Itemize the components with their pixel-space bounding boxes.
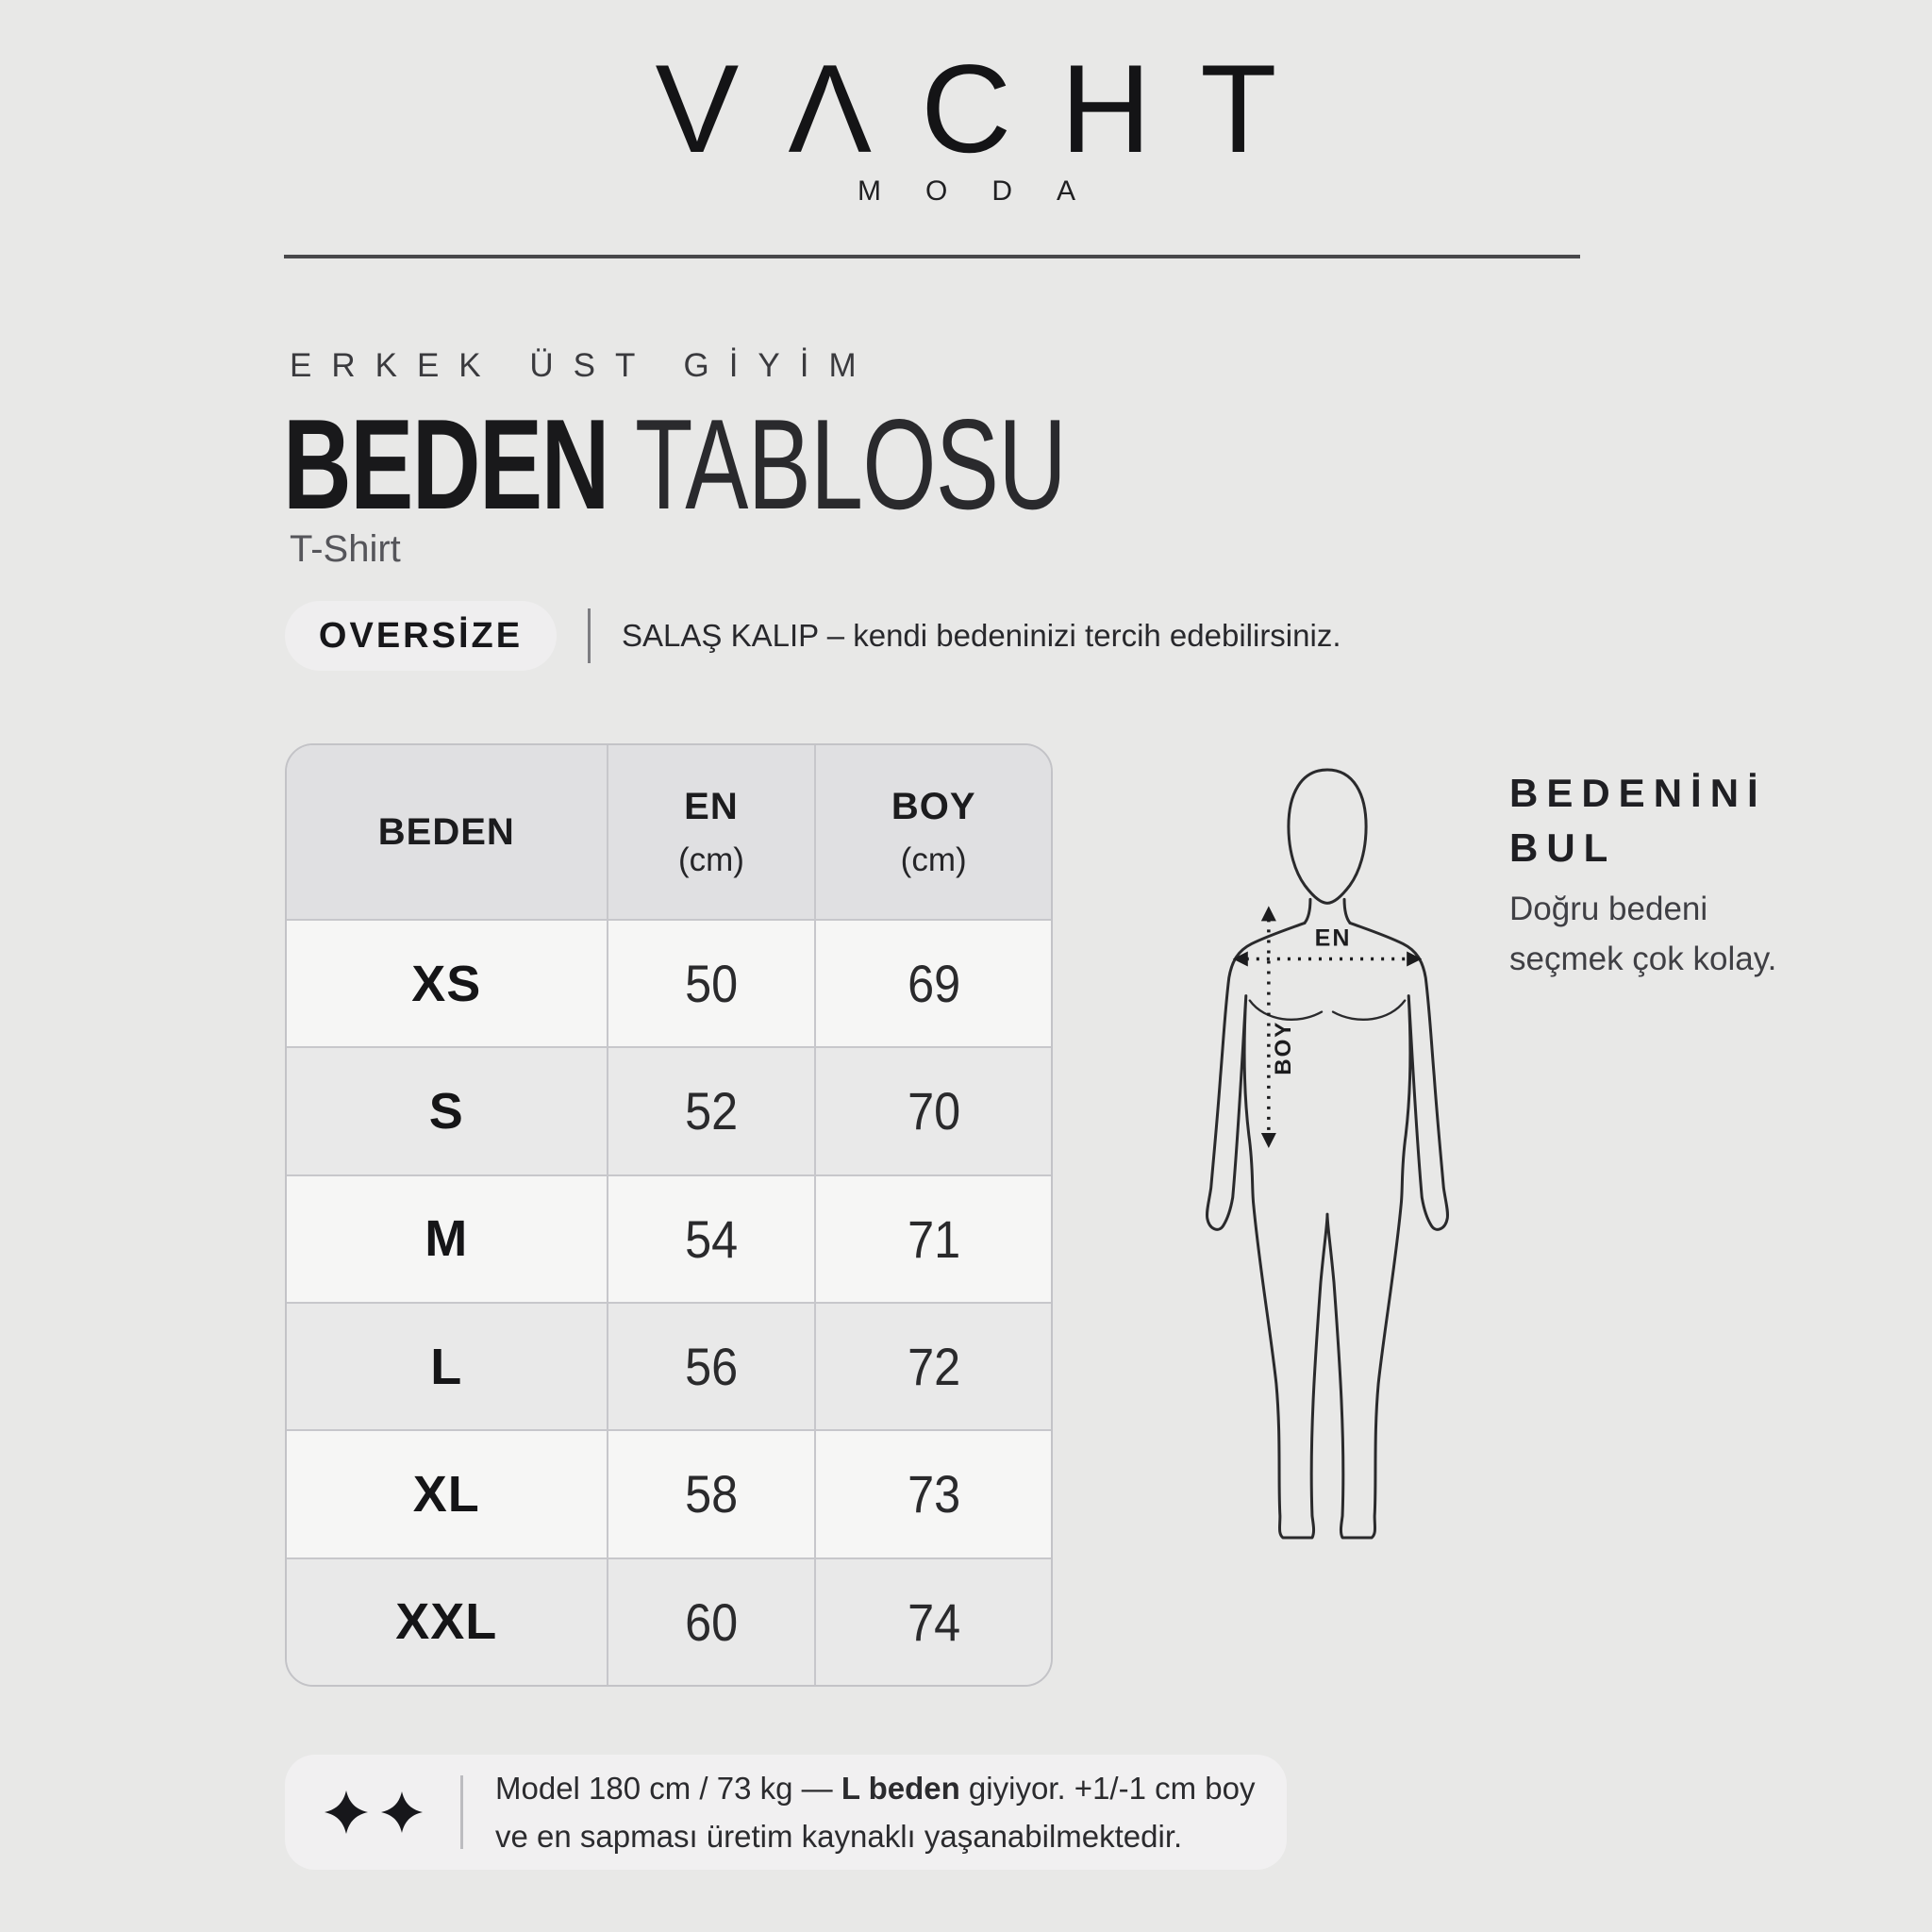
column-header-boy-label: BOY [891,785,976,827]
size-label: L [430,1338,463,1395]
oversize-badge: OVERSİZE [285,601,557,671]
find-size-title-line2: BUL [1509,824,1617,870]
en-value: 56 [684,1337,738,1397]
note-divider [460,1775,463,1849]
table-row [287,919,1051,1046]
find-size-title-line1: BEDENİNİ [1509,771,1767,815]
en-value: 60 [684,1591,738,1652]
product-subtitle: T-Shirt [290,528,401,570]
en-value: 58 [684,1464,738,1524]
table-row [287,1046,1051,1174]
fit-info-row [285,601,1341,671]
page-title [283,392,1067,536]
column-header-size [287,745,607,919]
column-header-boy [816,745,1051,919]
sparkle-icons [325,1790,423,1834]
size-label: M [425,1210,469,1268]
boy-value: 72 [907,1337,960,1397]
column-header-boy-unit: (cm) [900,841,967,878]
boy-value: 74 [907,1591,960,1652]
body-outline-figure [1189,764,1466,1551]
table-header-row [287,745,1051,919]
en-arrow-label: EN [1314,924,1352,952]
category-label: ERKEK ÜST GİYİM [290,347,876,384]
size-label: XXL [395,1593,498,1651]
brand-logo-subtitle: MODA [858,175,1120,207]
boy-value: 71 [907,1208,960,1269]
column-header-size-label: BEDEN [377,810,515,853]
boy-arrow-label: BOY [1270,1020,1296,1075]
note-text-after: giyiyor. +1/-1 cm boy ve en sapması üretim kaynaklı yaşanabilmektedir. [495,1770,1256,1854]
page-title-light: TABLOSU [635,392,1067,536]
en-value: 50 [684,954,738,1014]
table-row [287,1557,1051,1685]
size-label: XS [411,955,482,1012]
en-value: 54 [684,1208,738,1269]
fit-description: SALAŞ KALIP – kendi bedeninizi tercih edebilirsiniz. [622,618,1341,653]
table-row [287,1174,1051,1302]
size-label: XL [412,1465,480,1523]
column-header-en [607,745,817,919]
find-size-description: Doğru bedeni seçmek çok kolay. [1509,891,1777,977]
brand-logo: VΛCHT [655,40,1326,179]
table-row [287,1429,1051,1557]
header-divider-line [284,255,1580,258]
column-header-en-label: EN [684,785,739,827]
note-text-before: Model 180 cm / 73 kg — [495,1770,841,1806]
find-size-title [1509,766,1767,875]
body-measurement-diagram [1189,764,1466,1551]
size-label: S [428,1082,464,1140]
sparkle-icon [381,1791,423,1833]
fit-divider [588,608,591,663]
model-note-card [285,1755,1287,1870]
boy-value: 69 [907,954,960,1014]
model-note-text [495,1764,1287,1860]
column-header-en-unit: (cm) [677,841,744,878]
en-value: 52 [684,1081,738,1141]
size-table [285,743,1053,1687]
sparkle-icon [325,1790,368,1834]
en-measure-arrow [1233,951,1422,966]
table-row [287,1302,1051,1429]
page-title-bold: BEDEN [283,392,608,536]
boy-value: 70 [907,1081,960,1141]
boy-value: 73 [907,1464,960,1524]
note-text-bold: L beden [841,1770,960,1806]
